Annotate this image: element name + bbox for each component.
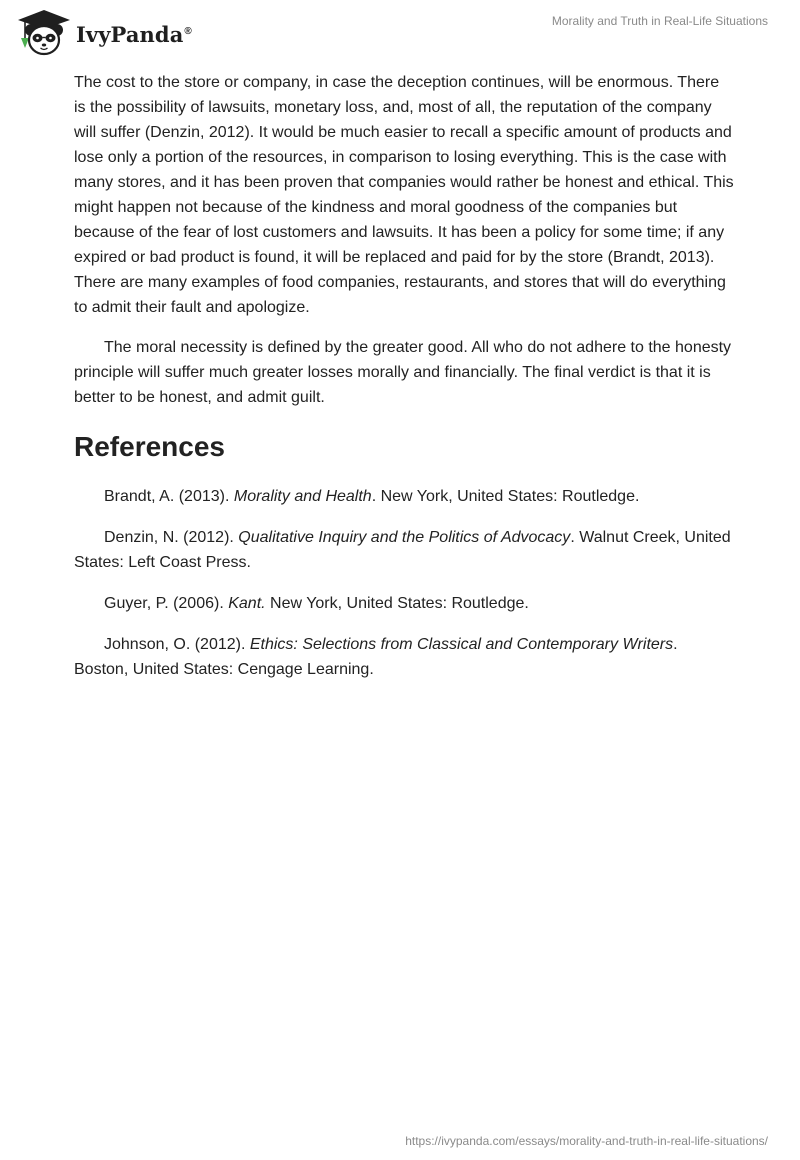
registered-mark: ® — [184, 25, 192, 37]
reference-publisher: . New York, United States: Routledge. — [371, 488, 640, 505]
references-heading: References — [74, 431, 225, 462]
reference-publisher: . Walnut Creek, United States: Left Coast Press. — [74, 529, 731, 571]
reference-author: Guyer, P. (2006). — [104, 595, 229, 612]
source-url[interactable]: https://ivypanda.com/essays/morality-and-truth-in-real-life-situations/ — [405, 1134, 768, 1148]
reference-author: Denzin, N. (2012). — [104, 529, 239, 546]
brand-name: IvyPanda® — [76, 21, 192, 47]
body-paragraph: The moral necessity is defined by the greater good. All who do not adhere to the honesty principle will suffer much greater losses morally and financially. The final verdict is that it is better to be honest, and admit guilt. — [74, 339, 732, 406]
panda-graduate-icon — [14, 8, 74, 58]
body-paragraph: The cost to the store or company, in case the deception continues, will be enormous. There is the possibility of lawsuits, monetary loss, and, most of all, the reputation of the company will suffer (Denzin, 2012). It would be much easier to recall a specific amount of products and lose only a portion of the resources, in comparison to losing everything. This is the case with many stores, and it has been proven that companies would rather be honest and ethical. This might happen not because of the kindness and moral goodness of the companies but because of the fear of lost customers and lawsuits. It has been a policy for some time; if any expired or bad product is found, it will be replaced and paid for by the store (Brandt, 2013). There are many examples of food companies, restaurants, and stores that will do everything to admit their fault and apologize. — [74, 74, 734, 316]
reference-title: Ethics: Selections from Classical and Contemporary Writers — [249, 636, 674, 653]
reference-publisher: New York, United States: Routledge. — [265, 595, 529, 612]
reference-author: Johnson, O. (2012). — [104, 636, 250, 653]
reference-title: Morality and Health — [233, 488, 372, 505]
document-title: Morality and Truth in Real-Life Situations — [551, 14, 768, 28]
reference-entry — [74, 632, 734, 682]
essay-content — [74, 70, 734, 698]
reference-title: Kant. — [228, 595, 266, 612]
page-header — [0, 0, 800, 60]
reference-author: Brandt, A. (2013). — [104, 488, 234, 505]
reference-entry — [74, 591, 734, 616]
reference-entry — [74, 525, 734, 575]
ivypanda-logo[interactable] — [14, 8, 192, 58]
reference-publisher: . Boston, United States: Cengage Learning. — [74, 636, 678, 678]
reference-entry — [74, 484, 734, 509]
reference-title: Qualitative Inquiry and the Politics of Advocacy — [238, 529, 571, 546]
